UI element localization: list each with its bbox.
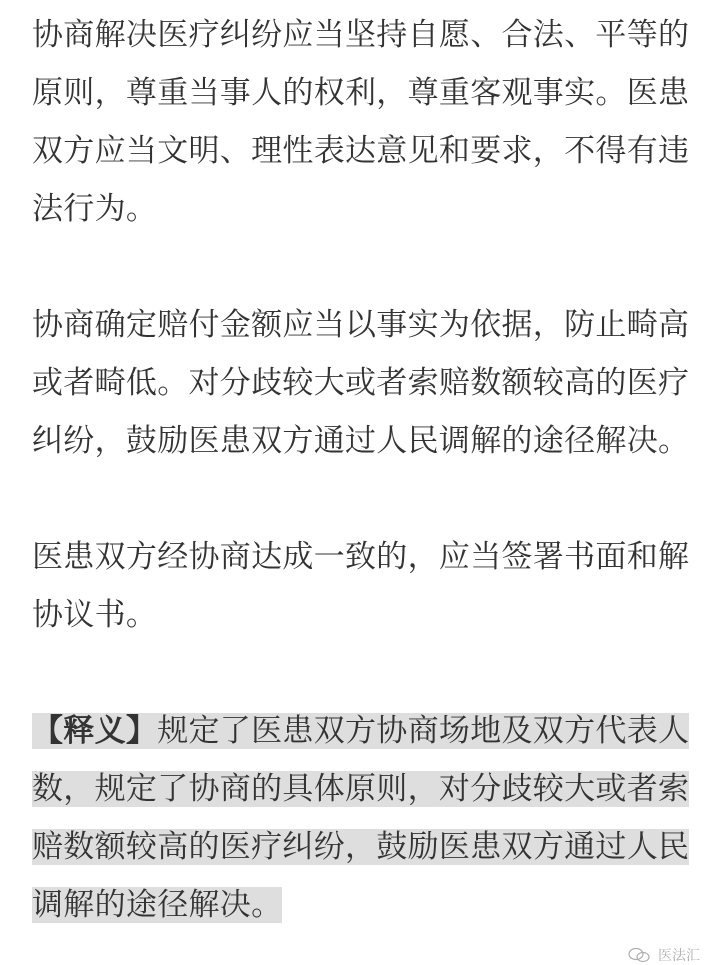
interpretation-note [32, 702, 692, 934]
watermark [628, 945, 700, 965]
paragraph-2: 协商确定赔付金额应当以事实为依据，防止畸高或者畸低。对分歧较大或者索赔数额较高的医疗纠纷，鼓励医患双方通过人民调解的途径解决。 [32, 307, 690, 459]
interpretation-highlight [32, 713, 689, 923]
wechat-icon [628, 947, 650, 963]
article-body [32, 6, 692, 934]
watermark-text: 医法汇 [658, 948, 700, 964]
interpretation-label: 【释义】 [32, 713, 158, 749]
paragraph-3: 医患双方经协商达成一致的，应当签署书面和解协议书。 [32, 539, 690, 633]
paragraph-1: 协商解决医疗纠纷应当坚持自愿、合法、平等的原则，尊重当事人的权利，尊重客观事实。医患双方应当文明、理性表达意见和要求，不得有违法行为。 [32, 17, 690, 227]
interpretation-text: 规定了医患双方协商场地及双方代表人数，规定了协商的具体原则，对分歧较大或者索赔数额较高的医疗纠纷，鼓励医患双方通过人民调解的途径解决。 [32, 713, 690, 923]
